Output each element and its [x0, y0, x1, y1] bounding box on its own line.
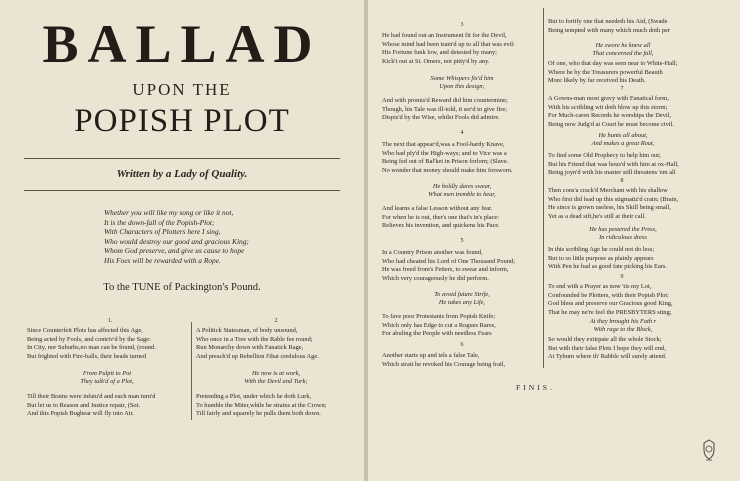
stanza-1-refrain [27, 370, 187, 386]
verse-line: His Fortune funk low, and detested by many; [382, 49, 497, 57]
verse-line: Till their Brains were infatu'd and each man turn'd [27, 393, 156, 400]
stanza-number: 4 [460, 130, 464, 136]
verse-line: Till fairly and squarely he pulls them both down. [196, 410, 321, 418]
verse-line: Which only has Edge to cut a Rogues Rares, [382, 321, 496, 329]
refrain-line: With the Devil and Turk; [244, 378, 308, 385]
verse-line: Being joyn'd with his master still threatens 'em all [548, 169, 676, 177]
stanza-6-lines-2 [548, 60, 677, 86]
stanza-3-lines [382, 32, 515, 66]
stanza-4-refrain [382, 183, 542, 199]
verse-line: Where he by the Treasurers powerful Beauth [548, 68, 663, 76]
verse-line: To humble the Miter,while he strains at the Crown; [196, 401, 327, 409]
verse-line: At Tyburn where th' Rabble will surely attend. [548, 353, 667, 361]
stanza-2-lines-2 [196, 393, 326, 419]
verse-line: Confounded be Plotters, with their Popish Plot: [548, 291, 669, 299]
verse-line: For when he is out, ther's one that's in's place: [382, 213, 500, 221]
verse-line: Though, his Tale was ill-told, it ser'd to give fire; [382, 105, 508, 113]
stanza-4-lines-2 [382, 205, 500, 231]
verse-line: In a Country Prison another was found, [382, 249, 483, 256]
refrain-line: In ridiculous dress [599, 234, 647, 241]
refrain-line: He has pestered the Press, [589, 226, 657, 233]
intro-line: His Foes will be rewarded with a Rope. [104, 255, 221, 265]
title-popish-plot: POPISH PLOT [74, 103, 290, 139]
verse-line: Of one, who that day was seen near to White-Hall; [548, 60, 678, 67]
stanza-8-lines [548, 187, 678, 221]
refrain-line: He takes any Life, [438, 299, 486, 306]
stanza-3-lines-2 [382, 97, 508, 123]
stanza-7-lines-2 [548, 152, 679, 178]
verse-line: To end with a Prayer as now 'tis my Lot, [548, 283, 652, 290]
verse-line: Which strait he revoked his Courage being frail, [382, 360, 506, 368]
verse-line: That he may ne're feel the PRESBYTERS sting; [548, 308, 672, 316]
verse-line: And this Popish Bugbear will fly into Air. [27, 410, 134, 418]
stanza-number: 5 [460, 238, 464, 244]
verse-line: Then cons'a crack'd Merchant with his shallow [548, 187, 668, 194]
verse-line: Yet as a dead sift,he's still at their call. [548, 212, 646, 220]
verse-line: So would they extirpate all the whole Stock; [548, 336, 662, 343]
library-stamp-icon [700, 438, 718, 462]
refrain-line: At they brought his Fath r [589, 318, 657, 325]
stanza-9-lines [548, 283, 673, 317]
verse-line: More likely by far received his Death. [548, 77, 646, 85]
verse-line: With Pen he had as good fate picking his Ears. [548, 263, 668, 271]
verse-line: In City, nor Suburbs,no man can be found, (round. [27, 344, 156, 352]
verse-line: The next that appear'd,was a Fool-hardy Knave, [382, 141, 505, 148]
stanza-9-refrain [548, 318, 698, 334]
verse-line: Who had ply'd the High-ways; and to Vice was a [382, 149, 507, 157]
refrain-line: Upon this design; [439, 83, 485, 90]
refrain-line: With rage to the Block, [593, 326, 653, 333]
intro-verse [104, 208, 324, 266]
stanza-5-refrain [382, 291, 542, 307]
stanza-8-lines-2 [548, 246, 667, 272]
column-divider [191, 322, 192, 420]
byline: Written by a Lady of Quality. [116, 168, 248, 180]
refrain-line: What men tremble to hear, [428, 191, 496, 198]
stanza-1-lines [27, 327, 156, 361]
stanza-5-lines [382, 249, 515, 283]
stanza-6-lines [382, 352, 505, 369]
rule-bottom [24, 190, 340, 191]
verse-line: With his scribling wit doth blow up this storm; [548, 103, 668, 111]
refrain-line: He now is at work, [251, 370, 301, 377]
verse-line: Who had cheated his Lord of One Thousand Pound; [382, 257, 515, 265]
stanza-number: 9 [620, 274, 624, 280]
verse-line: Being acted by Fools, and contriv'd by the Sage: [27, 335, 151, 343]
stanza-number: 7 [620, 86, 624, 92]
tune-line: To the TUNE of Packington's Pound. [103, 282, 261, 293]
verse-line: But with their false Plots I hope they will end, [548, 344, 666, 352]
verse-line: Being now Judg'd at Court he must become civil. [548, 120, 674, 128]
verse-line: Being fed out of Bal'ket in Prison forlorn; (Slave. [382, 158, 509, 166]
refrain-line: To avoid future Strife, [434, 291, 490, 298]
stanza-2-lines [196, 327, 319, 361]
verse-line: Kick't out at St. Omers, not pitty'd by any. [382, 57, 490, 65]
intro-line: It is the down-fall of the Popish-Plot; [104, 217, 215, 227]
verse-line: And learns a false Lesson without any fear. [382, 205, 493, 212]
stanza-8-refrain [548, 226, 698, 242]
verse-line: He had found out an Instrument fit for the Devil, [382, 32, 507, 39]
stanza-2-refrain [196, 370, 356, 386]
verse-line: To find some Old Prophecy to help him out; [548, 152, 661, 159]
verse-line: But frighted with Fire-balls, their heads turned [27, 352, 147, 360]
verse-line: No wonder that money should make him forsworn. [382, 166, 513, 174]
verse-line: Pretending a Plot, under which he doth Lurk, [196, 393, 312, 400]
verse-line: To fave poor Protestants from Popish Knife; [382, 313, 496, 320]
refrain-line: That concerned the fall, [592, 50, 654, 57]
refrain-line: He hunts all about, [598, 132, 648, 139]
intro-line: With Characters of Plotters here I sing, [104, 227, 221, 237]
verse-line: But to so little purpose as plainly appears [548, 254, 654, 262]
stanza-number: 6 [460, 342, 464, 348]
intro-line: Who would destroy our good and gracious King; [104, 236, 249, 246]
verse-line: God bless and preserve our Gracious good King, [548, 300, 673, 308]
verse-line: In this scribling Age he could not do less; [548, 246, 655, 253]
stanza-4-lines [382, 141, 513, 175]
verse-line: For Much-caren Records he worships the Devil, [548, 112, 671, 120]
verse-line: But to fortify one that needeth his Aid, (Swade [548, 18, 668, 25]
verse-line: But let us to Reason and Justice repair, (Sot. [27, 401, 140, 409]
stanza-number: 1. [107, 318, 113, 324]
verse-line: Since Counterfeit Plots has affected this Age, [27, 327, 143, 334]
intro-line: Whom God preserve, and give us cause to hope [104, 246, 245, 256]
verse-line: Whose mind had been train'd up to all that was evil: [382, 40, 515, 48]
refrain-line: They talk'd of a Plot, [80, 378, 134, 385]
stanza-9-lines-2 [548, 336, 666, 362]
refrain-line: Some Whispers fix'd him [430, 75, 494, 82]
verse-line: Dispis'd by the Wise, whilst Fools did admire. [382, 114, 500, 122]
verse-line: Who first did lead up this stigmatiz'd crain; (Brain, [548, 195, 679, 203]
verse-line: Run Monarchy down with Fanatick Rage, [196, 344, 304, 352]
refrain-line: He boldly dares swear, [432, 183, 492, 190]
refrain-line: He swore he knew all [595, 42, 651, 49]
title-upon-the: UPON THE [132, 80, 232, 99]
refrain-line: And makes a great Rout, [591, 140, 655, 147]
intro-line: Whether you will like my song or like it not, [104, 208, 234, 217]
verse-line: And preach'd up Rebellion I'that credulous Age. [196, 352, 319, 360]
refrain-line: From Pulpit to Pot [82, 370, 132, 377]
stanza-6-refrain [548, 42, 698, 58]
stanza-number: 3 [460, 22, 464, 28]
stanza-5-lines-2 [382, 313, 496, 339]
stanza-1-lines-2 [27, 393, 155, 419]
stanza-number: 2 [274, 318, 278, 324]
verse-line: But his Friend that was hous'd with him at ox-Hall, [548, 160, 679, 168]
finis: FINIS. [516, 383, 555, 392]
verse-line: Being tempted with many which much doth per [548, 26, 670, 34]
stanza-7-lines [548, 95, 674, 129]
stanza-7-refrain [548, 132, 698, 148]
stanza-3-refrain [382, 75, 542, 91]
verse-line: Another starts up and tels a false Tale, [382, 352, 480, 359]
rule-top [24, 158, 340, 159]
verse-line: A Politick Statesman, of body unsound, [196, 327, 298, 334]
verse-line: Relieves his invention, and quickens his Pace. [382, 222, 500, 230]
stanza-6-continued [548, 18, 670, 35]
title-ballad: BALLAD [42, 14, 322, 74]
stanza-number: 8 [620, 178, 624, 184]
verse-line: Which very courageously he did perform. [382, 274, 489, 282]
column-divider [543, 8, 544, 368]
verse-line: A Gowns-man most gravy with Fanatical form, [548, 95, 669, 102]
verse-line: For abuling the People with needless Fears [382, 330, 492, 338]
verse-line: Who once in a Tree with the Rable fee round; [196, 335, 313, 343]
verse-line: He was freed from's Fetters, to swear and inform, [382, 266, 509, 274]
verse-line: He since is grown useless, his Skill being small, [548, 204, 671, 212]
verse-line: And with promis'd Reward did him countermine; [382, 97, 508, 104]
